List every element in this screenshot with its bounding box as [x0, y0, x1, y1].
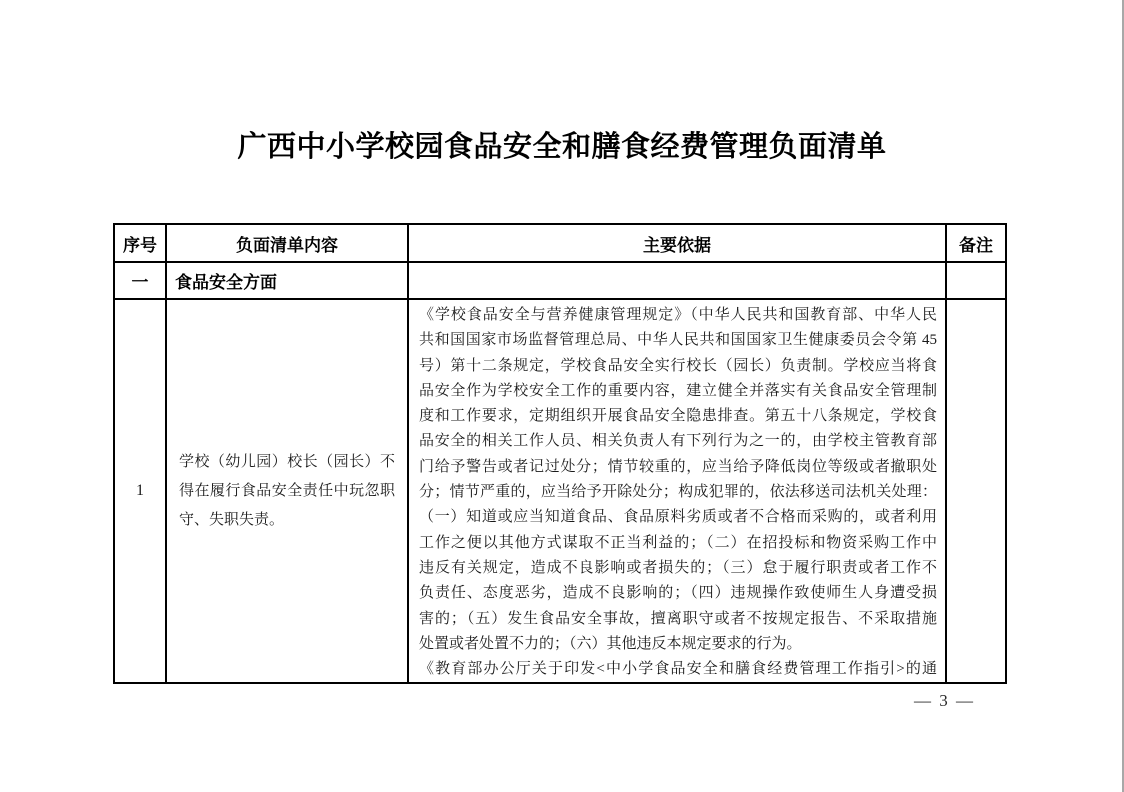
basis-text-line: 品安全的相关工作人员、相关负责人有下列行为之一的，由学校主管教育部: [419, 433, 937, 450]
section-title-text: 食品安全方面: [175, 273, 277, 292]
table-row-item-1: [114, 299, 1006, 683]
header-cell-no: 序号: [114, 224, 166, 262]
basis-text-line: 分；情节严重的，应当给予开除处分；构成犯罪的，依法移送司法机关处理：: [419, 484, 937, 501]
basis-text-line: 共和国国家市场监督管理总局、中华人民共和国国家卫生健康委员会令第 45: [419, 332, 937, 349]
item-basis-cell: [408, 299, 946, 683]
basis-text-line: 害的；（五）发生食品安全事故，擅离职守或者不按规定报告、不采取措施: [419, 610, 937, 627]
basis-text-line: 工作之便以其他方式谋取不正当利益的；（二）在招投标和物资采购工作中: [419, 534, 937, 551]
negative-list-table: [113, 223, 1007, 684]
basis-text-line: 号）第十二条规定，学校食品安全实行校长（园长）负责制。学校应当将食: [419, 357, 937, 374]
page-title: 广西中小学校园食品安全和膳食经费管理负面清单: [237, 131, 887, 163]
section-remarks-cell-empty: [946, 262, 1006, 299]
header-cell-remarks: 备注: [946, 224, 1006, 262]
content-text-line: 学校（幼儿园）校长（园长）不: [179, 453, 395, 470]
item-number-cell: 1: [114, 299, 166, 683]
table-header-row: [114, 224, 1006, 262]
content-text-line: 得在履行食品安全责任中玩忽职: [179, 482, 395, 499]
basis-text-line: 门给予警告或者记过处分；情节较重的，应当给予降低岗位等级或者撤职处: [419, 458, 937, 475]
basis-text-line: 品安全作为学校安全工作的重要内容，建立健全并落实有关食品安全管理制: [419, 382, 937, 399]
header-cell-basis: 主要依据: [408, 224, 946, 262]
header-cell-content: 负面清单内容: [166, 224, 408, 262]
basis-text-line: 违反有关规定，造成不良影响或者损失的；（三）怠于履行职责或者工作不: [419, 559, 937, 576]
section-row-food-safety: [114, 262, 1006, 299]
item-content-cell: [166, 299, 408, 683]
content-text-line: 守、失职失责。: [179, 511, 285, 528]
page-number: — 3 —: [914, 691, 975, 710]
basis-text-line: （一）知道或应当知道食品、食品原料劣质或者不合格而采购的，或者利用: [419, 509, 937, 526]
basis-text-line: 处置或者处置不力的；（六）其他违反本规定要求的行为。: [419, 635, 802, 652]
section-title-cell: [166, 262, 408, 299]
basis-text-line: 《学校食品安全与营养健康管理规定》（中华人民共和国教育部、中华人民: [419, 307, 937, 323]
section-number-cell: 一: [114, 262, 166, 299]
section-basis-cell-empty: [408, 262, 946, 299]
basis-text-line: 《教育部办公厅关于印发<中小学食品安全和膳食经费管理工作指引>的通: [419, 661, 937, 678]
basis-text-line: 负责任、态度恶劣，造成不良影响的；（四）违规操作致使师生人身遭受损: [419, 585, 937, 602]
basis-text-line: 度和工作要求，定期组织开展食品安全隐患排查。第五十八条规定，学校食: [419, 408, 937, 425]
item-remarks-cell-empty: [946, 299, 1006, 683]
